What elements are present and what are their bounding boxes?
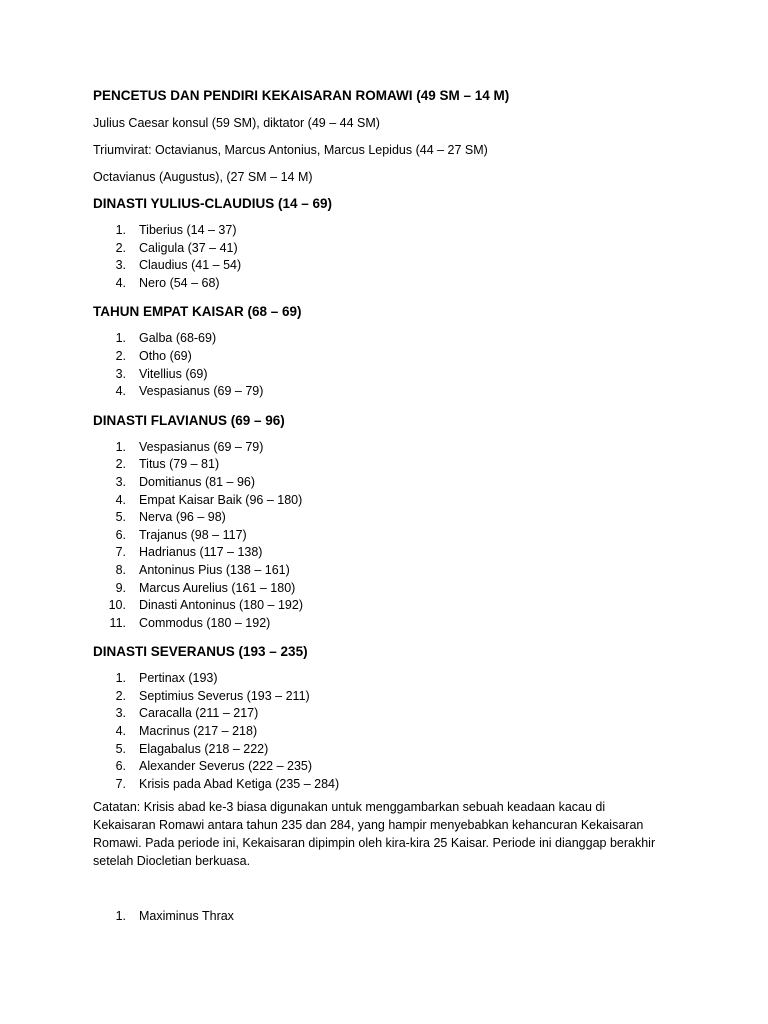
list-item: 4. Macrinus (217 – 218)	[115, 724, 258, 739]
list-item: 3. Vitellius (69)	[115, 366, 208, 381]
note-line: Kekaisaran Romawi antara tahun 235 dan 284, yang hampir menyebabkan kehancuran Kekaisaran	[93, 818, 644, 833]
note-line: setelah Diocletian berkuasa.	[93, 854, 251, 869]
list-crisis-emperors	[93, 908, 693, 926]
list-item: 11. Commodus (180 – 192)	[109, 615, 271, 630]
list-tahun-empat-kaisar	[93, 330, 693, 400]
intro-line-triumvirat: Triumvirat: Octavianus, Marcus Antonius, Marcus Lepidus (44 – 27 SM)	[93, 143, 488, 157]
list-item: 6. Trajanus (98 – 117)	[115, 527, 247, 542]
list-item: 8. Antoninus Pius (138 – 161)	[115, 562, 290, 577]
list-item: 9. Marcus Aurelius (161 – 180)	[115, 580, 296, 595]
section-heading-tahun-empat-kaisar: TAHUN EMPAT KAISAR (68 – 69)	[93, 304, 302, 320]
list-item: 3. Caracalla (211 – 217)	[115, 706, 259, 721]
list-flavianus	[93, 439, 693, 633]
list-item: 2. Titus (79 – 81)	[115, 457, 220, 472]
list-item: 2. Septimius Severus (193 – 211)	[115, 688, 310, 703]
note-line: Catatan: Krisis abad ke-3 biasa digunakan untuk menggambarkan sebuah keadaan kacau di	[93, 800, 606, 815]
list-item: 1. Tiberius (14 – 37)	[115, 223, 237, 237]
note-paragraph	[93, 798, 693, 870]
list-item: 10. Dinasti Antoninus (180 – 192)	[108, 598, 303, 613]
list-item: 1. Vespasianus (69 – 79)	[115, 439, 264, 454]
intro-line-julius-caesar: Julius Caesar konsul (59 SM), diktator (49 – 44 SM)	[93, 116, 380, 130]
list-item: 5. Elagabalus (218 – 222)	[115, 741, 269, 756]
list-item: 1. Maximinus Thrax	[115, 909, 234, 924]
list-item: 4. Vespasianus (69 – 79)	[115, 384, 264, 399]
list-item: 1. Galba (68-69)	[115, 331, 217, 346]
list-item: 4. Empat Kaisar Baik (96 – 180)	[115, 492, 303, 507]
list-item: 1. Pertinax (193)	[115, 671, 218, 686]
list-item: 7. Hadrianus (117 – 138)	[115, 545, 263, 560]
section-heading-flavianus: DINASTI FLAVIANUS (69 – 96)	[93, 412, 285, 428]
list-item: 2. Caligula (37 – 41)	[115, 240, 238, 255]
note-line: Romawi. Pada periode ini, Kekaisaran dipimpin oleh kira-kira 25 Kaisar. Periode ini dianggap berakhir	[93, 836, 656, 851]
list-item: 7. Krisis pada Abad Ketiga (235 – 284)	[115, 776, 340, 791]
list-item: 4. Nero (54 – 68)	[115, 275, 220, 290]
list-item: 5. Nerva (96 – 98)	[115, 510, 226, 525]
document-title: PENCETUS DAN PENDIRI KEKAISARAN ROMAWI (49 SM – 14 M)	[93, 88, 510, 103]
list-item: 3. Domitianus (81 – 96)	[115, 474, 256, 489]
list-item: 6. Alexander Severus (222 – 235)	[115, 759, 313, 774]
section-heading-severanus: DINASTI SEVERANUS (193 – 235)	[93, 644, 308, 660]
list-item: 2. Otho (69)	[115, 348, 192, 363]
list-severanus	[93, 670, 693, 793]
section-heading-yulius-claudius: DINASTI YULIUS-CLAUDIUS (14 – 69)	[93, 196, 333, 211]
document-page	[93, 86, 693, 926]
intro-line-octavianus: Octavianus (Augustus), (27 SM – 14 M)	[93, 170, 313, 184]
list-yulius-claudius	[93, 222, 693, 292]
list-item: 3. Claudius (41 – 54)	[115, 258, 242, 273]
